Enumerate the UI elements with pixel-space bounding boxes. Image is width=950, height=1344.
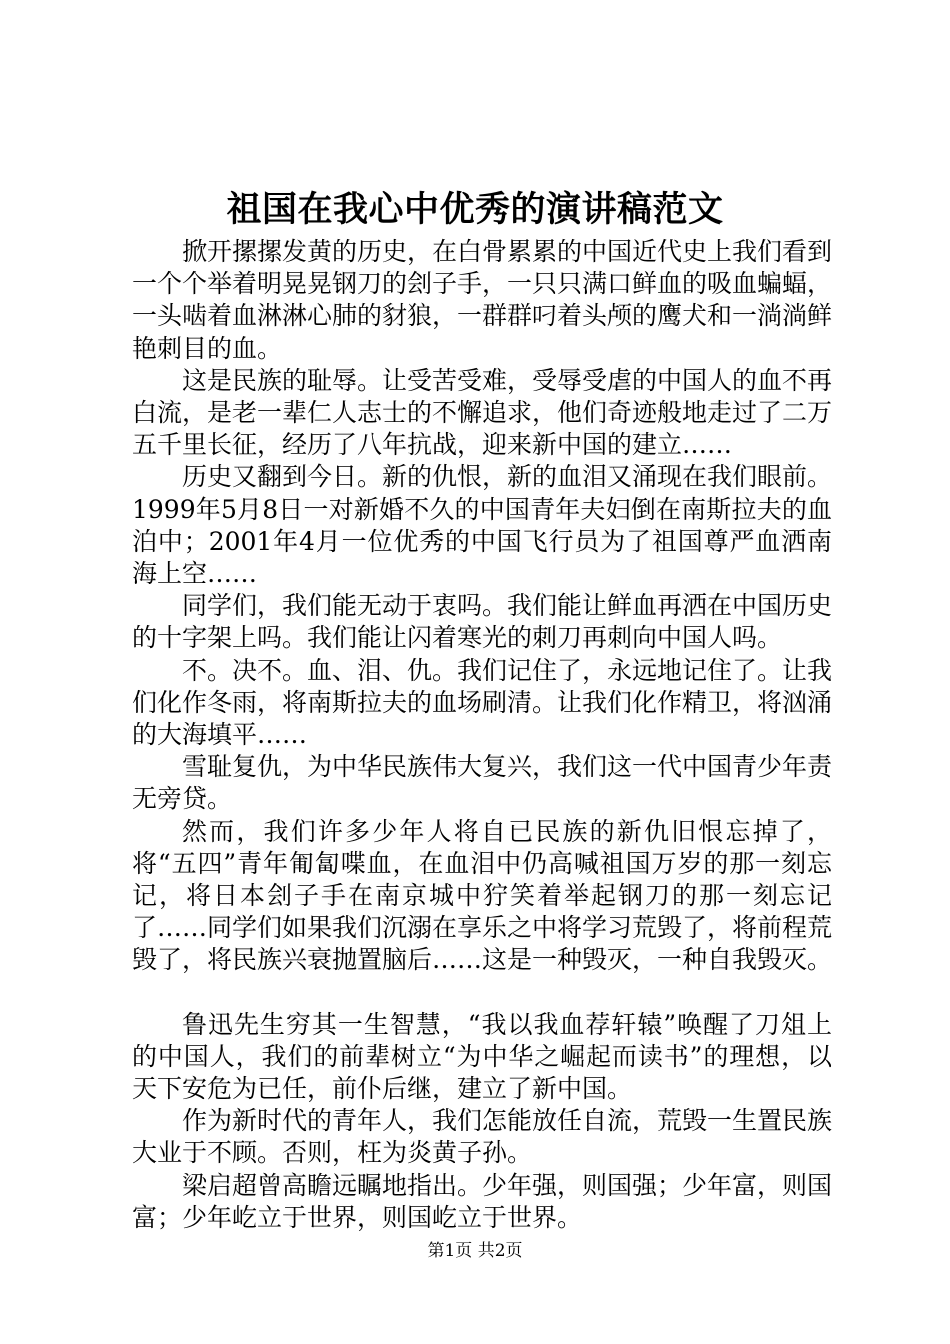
paragraph: 梁启超曾高瞻远瞩地指出。少年强，则国强；少年富，则国富；少年屹立于世界，则国屹立于世界。 <box>132 1170 833 1232</box>
document-body <box>132 236 832 1234</box>
paragraph: 同学们，我们能无动于衷吗。我们能让鲜血再洒在中国历史的十字架上吗。我们能让闪着寒光的刺刀再刺向中国人吗。 <box>132 591 833 653</box>
paragraph: 掀开摞摞发黄的历史，在白骨累累的中国近代史上我们看到一个个举着明晃晃钢刀的刽子手，一只只满口鲜血的吸血蝙蝠，一头啮着血淋淋心肺的豺狼，一群群叼着头颅的鹰犬和一淌淌鲜艳刺目的血。 <box>132 237 833 363</box>
paragraph: 作为新时代的青年人，我们怎能放任自流，荒毁一生置民族大业于不顾。否则，枉为炎黄子孙。 <box>132 1106 833 1168</box>
paragraph: 这是民族的耻辱。让受苦受难，受辱受虐的中国人的血不再白流，是老一辈仁人志士的不懈追求，他们奇迹般地走过了二万五千里长征，经历了八年抗战，迎来新中国的建立…… <box>132 365 833 460</box>
paragraph: 历史又翻到今日。新的仇恨，新的血泪又涌现在我们眼前。1999年5月8日一对新婚不久的中国青年夫妇倒在南斯拉夫的血泊中；2001年4月一位优秀的中国飞行员为了祖国尊严血洒南海上空…… <box>132 462 833 589</box>
page-footer: 第1页 共2页 <box>427 1241 523 1261</box>
paragraph: 雪耻复仇，为中华民族伟大复兴，我们这一代中国青少年责无旁贷。 <box>132 752 833 814</box>
paragraph: 然而，我们许多少年人将自已民族的新仇旧恨忘掉了，将“五四”青年匍匐喋血，在血泪中仍高喊祖国万岁的那一刻忘记，将日本刽子手在南京城中狞笑着举起钢刀的那一刻忘记了……同学们如果我们沉溺在享乐之中将学习荒毁了，将前程荒毁了，将民族兴衰抛置脑后……这是一种毁灭，一种自我毁灭。 <box>132 816 833 975</box>
paragraph: 不。决不。血、泪、仇。我们记住了，永远地记住了。让我们化作冬雨，将南斯拉夫的血场刷清。让我们化作精卫，将汹涌的大海填平…… <box>132 655 833 750</box>
paragraph: 鲁迅先生穷其一生智慧，“我以我血荐轩辕”唤醒了刀俎上的中国人，我们的前辈树立“为中华之崛起而读书”的理想，以天下安危为已任，前仆后继，建立了新中国。 <box>132 1009 832 1104</box>
document-title: 祖国在我心中优秀的演讲稿范文 <box>226 189 724 230</box>
